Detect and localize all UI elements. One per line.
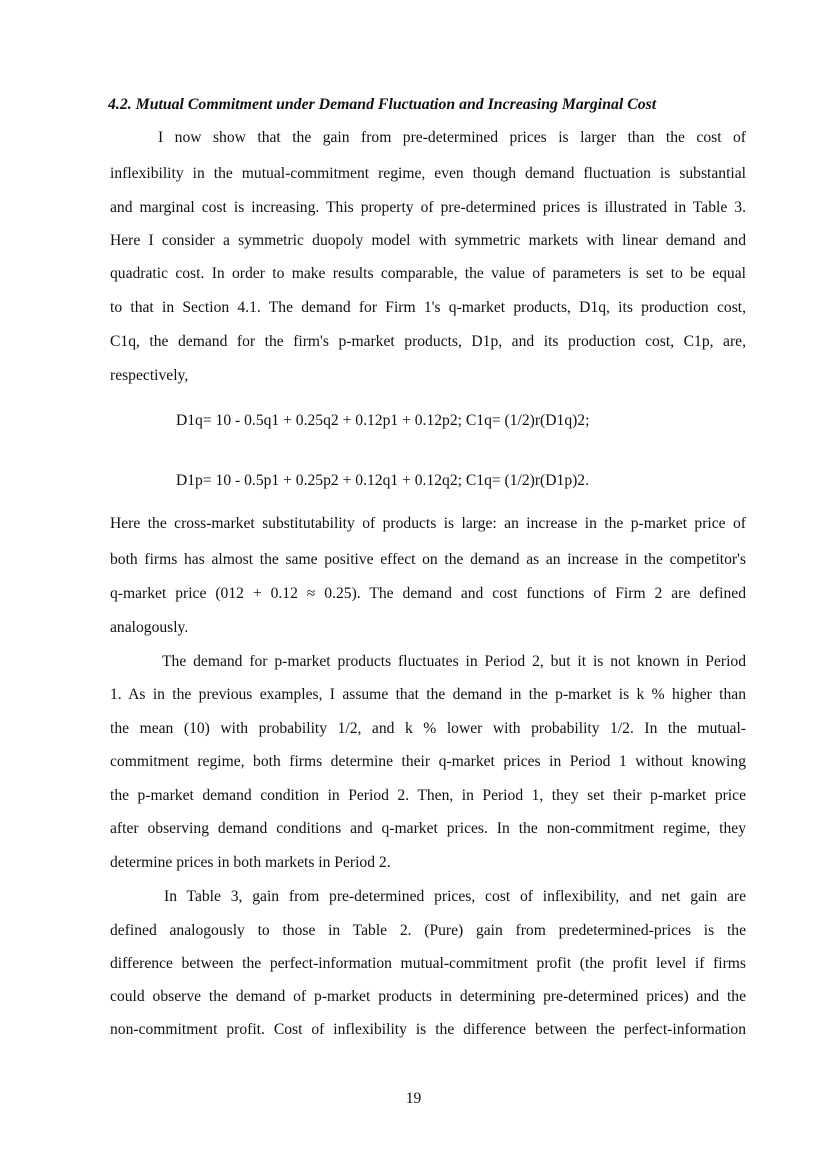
paragraph-line: C1q, the demand for the firm's p-market products, D1p, and its production cost, C1p, are, — [110, 333, 746, 350]
paragraph-line: and marginal cost is increasing. This property of pre-determined prices is illustrated in Table 3. — [110, 199, 746, 216]
paragraph-line: In Table 3, gain from pre-determined prices, cost of inflexibility, and net gain are — [164, 888, 746, 905]
section-heading: 4.2. Mutual Commitment under Demand Fluctuation and Increasing Marginal Cost — [108, 96, 657, 113]
paragraph-line: defined analogously to those in Table 2. (Pure) gain from predetermined-prices is the — [110, 922, 746, 939]
paragraph-line: after observing demand conditions and q-market prices. In the non-commitment regime, they — [110, 820, 746, 837]
paragraph-line: I now show that the gain from pre-determined prices is larger than the cost of — [158, 129, 746, 146]
paragraph-line: Here the cross-market substitutability of products is large: an increase in the p-market price of — [110, 515, 746, 532]
paragraph-line: The demand for p-market products fluctuates in Period 2, but it is not known in Period — [162, 653, 746, 670]
paragraph-line: determine prices in both markets in Period 2. — [110, 854, 391, 871]
paragraph-line: the p-market demand condition in Period 2. Then, in Period 1, they set their p-market price — [110, 787, 746, 804]
paragraph-line: the mean (10) with probability 1/2, and k % lower with probability 1/2. In the mutual- — [110, 720, 746, 737]
paragraph-line: q-market price (012 + 0.12 ≈ 0.25). The demand and cost functions of Firm 2 are defined — [110, 585, 746, 602]
paragraph-line: could observe the demand of p-market products in determining pre-determined prices) and the — [110, 988, 746, 1005]
paragraph-line: both firms has almost the same positive effect on the demand as an increase in the competitor's — [110, 551, 746, 568]
paragraph-line: to that in Section 4.1. The demand for Firm 1's q-market products, D1q, its production cost, — [110, 299, 746, 316]
paragraph-line: inflexibility in the mutual-commitment regime, even though demand fluctuation is substantial — [110, 165, 746, 182]
paragraph-line: quadratic cost. In order to make results comparable, the value of parameters is set to be equal — [110, 265, 746, 282]
paragraph-line: difference between the perfect-information mutual-commitment profit (the profit level if firms — [110, 955, 746, 972]
paragraph-line: respectively, — [110, 367, 189, 384]
paragraph-line: Here I consider a symmetric duopoly model with symmetric markets with linear demand and — [110, 232, 746, 249]
paragraph-line: commitment regime, both firms determine their q-market prices in Period 1 without knowing — [110, 753, 746, 770]
equation-p-market: D1p= 10 - 0.5p1 + 0.25p2 + 0.12q1 + 0.12q2; C1q= (1/2)r(D1p)2. — [176, 472, 589, 489]
paragraph-line: 1. As in the previous examples, I assume that the demand in the p-market is k % higher than — [110, 686, 746, 703]
page-number: 19 — [405, 1090, 422, 1107]
paragraph-line: analogously. — [110, 619, 189, 636]
paragraph-line: non-commitment profit. Cost of inflexibility is the difference between the perfect-information — [110, 1021, 746, 1038]
equation-q-market: D1q= 10 - 0.5q1 + 0.25q2 + 0.12p1 + 0.12p2; C1q= (1/2)r(D1q)2; — [176, 412, 590, 429]
